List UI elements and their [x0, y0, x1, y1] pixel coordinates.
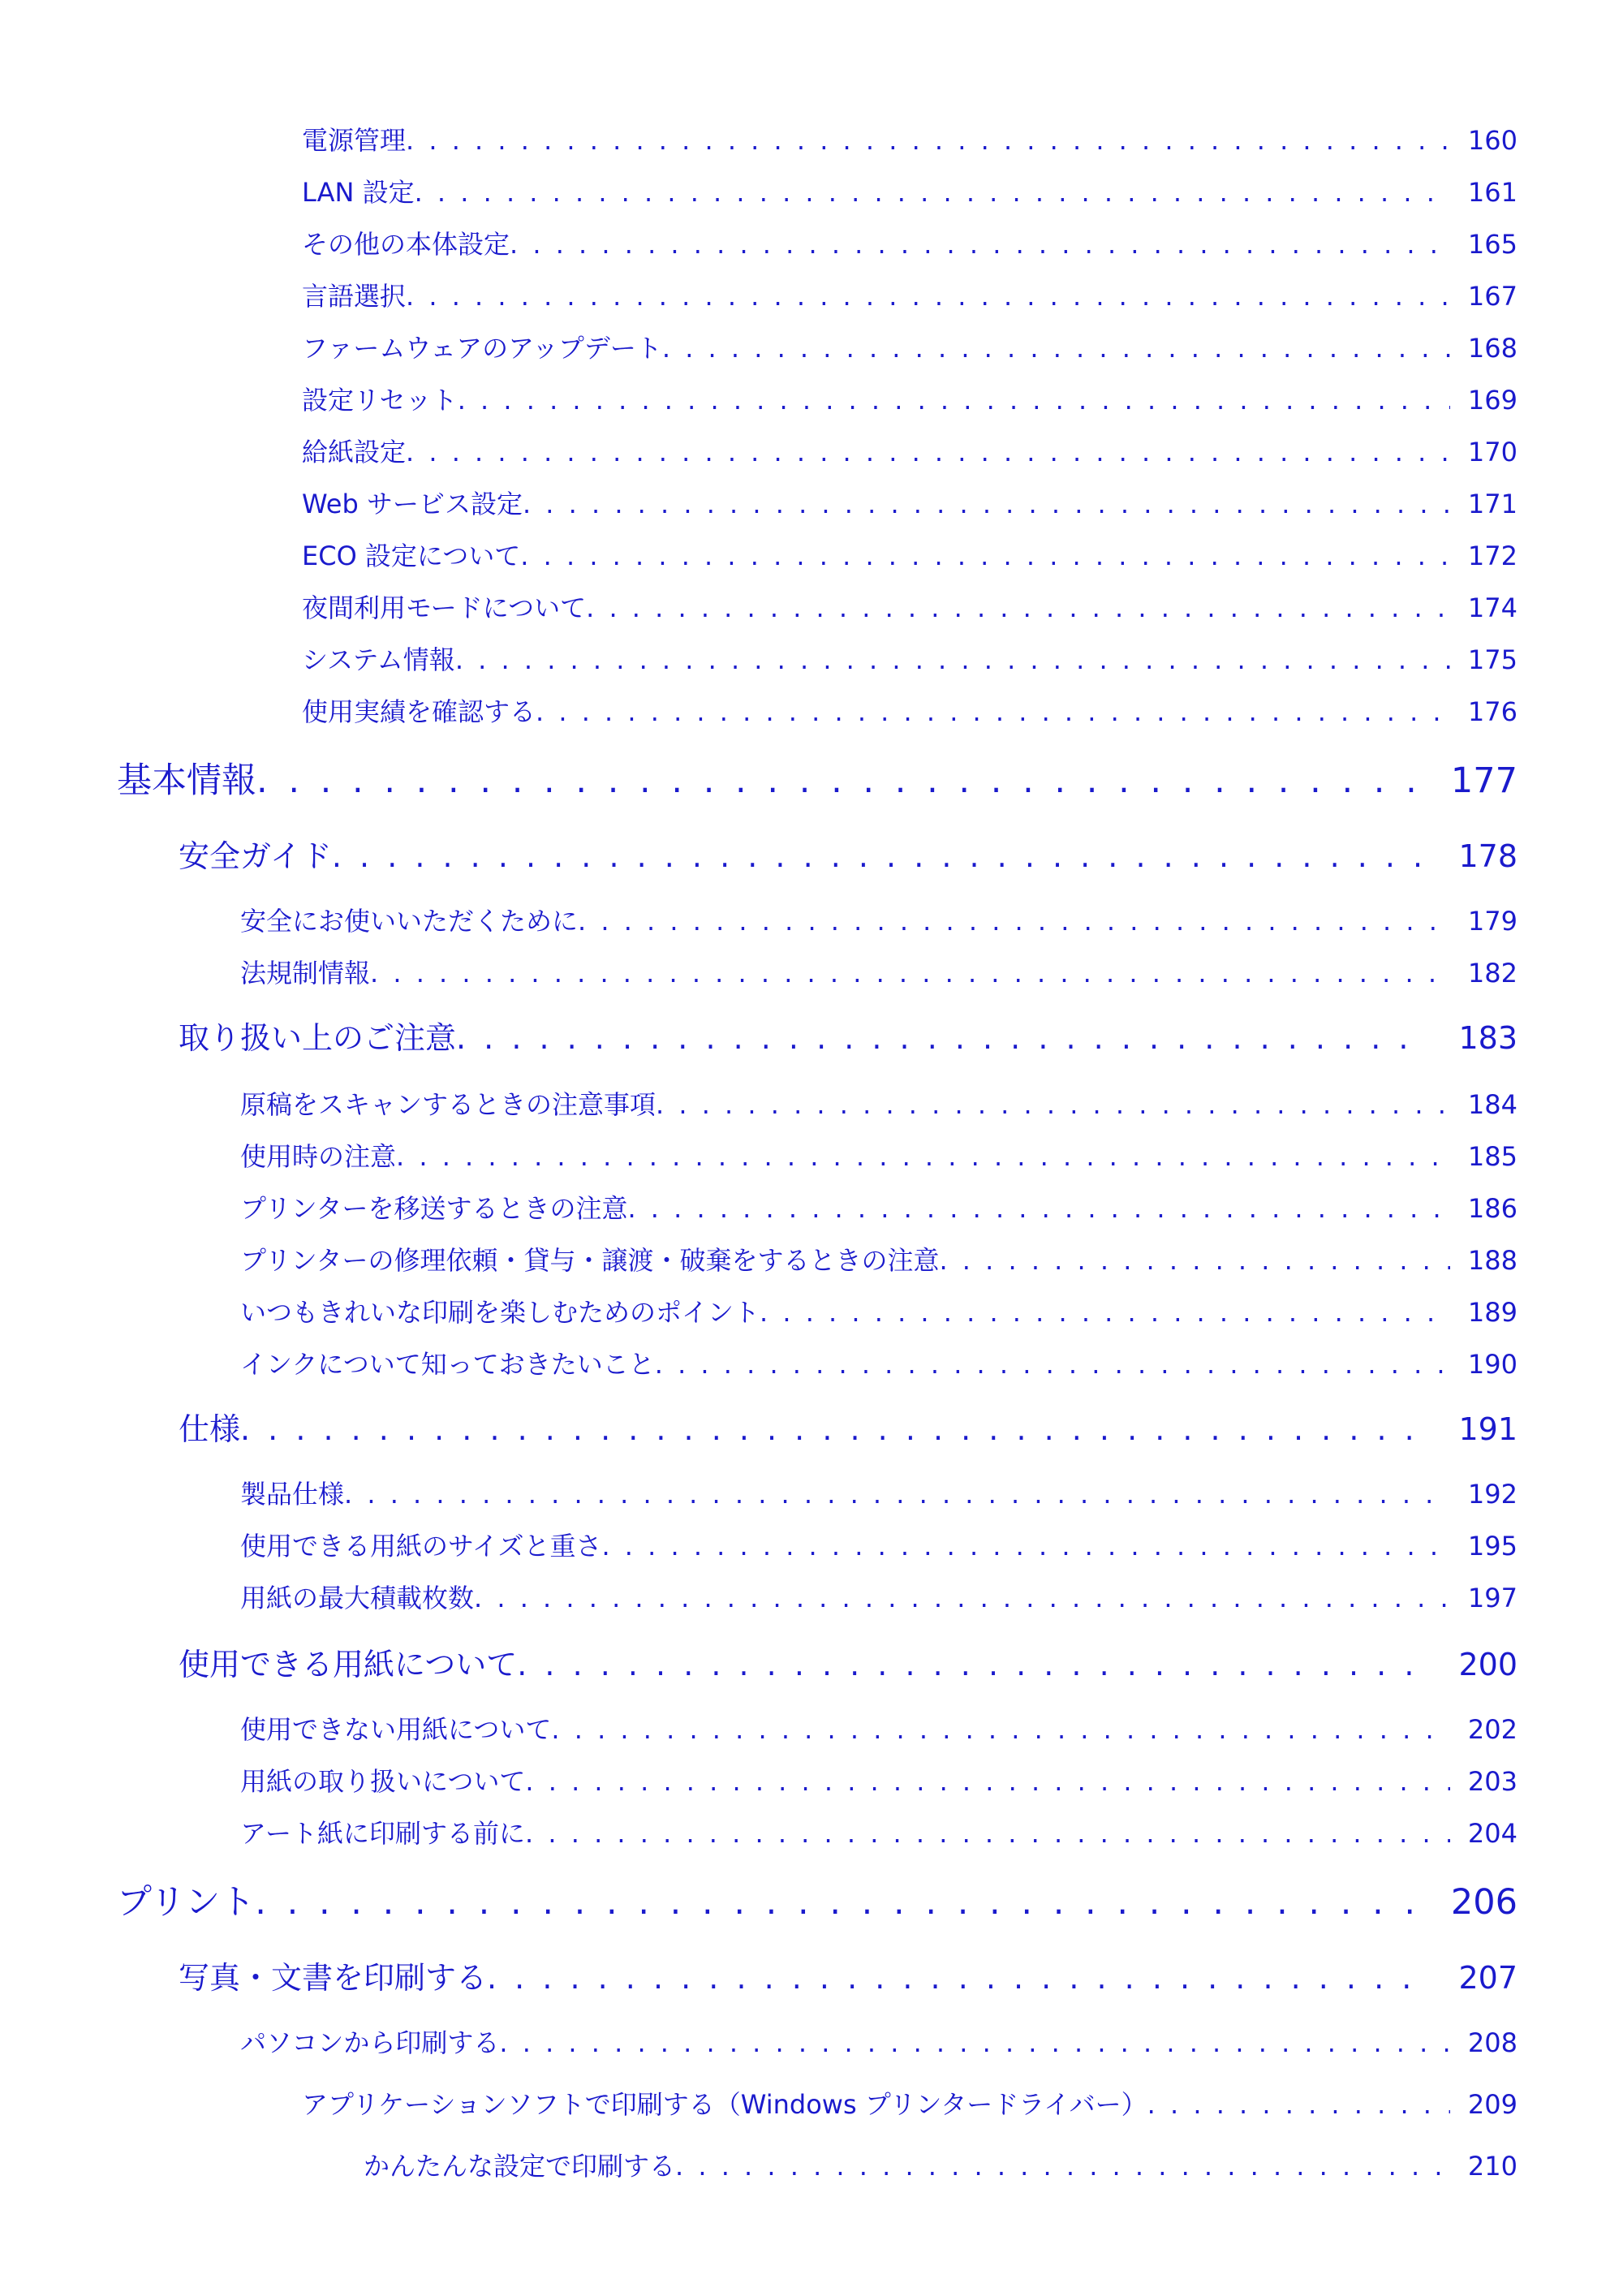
toc-entry[interactable] [179, 1404, 1518, 1449]
dot-leader [523, 489, 1450, 519]
toc-entry-page: 167 [1467, 281, 1518, 312]
dot-leader [536, 696, 1450, 727]
toc-entry-page: 170 [1467, 437, 1518, 467]
toc-entry-title: 使用できる用紙について [179, 1647, 518, 1682]
toc-entry-page: 191 [1458, 1411, 1518, 1447]
toc-entry[interactable] [240, 1709, 1518, 1747]
toc-entry-title: 写真・文書を印刷する [179, 1960, 488, 1996]
toc-entry-page: 204 [1467, 1818, 1518, 1849]
toc-entry-title: 安全にお使いいただくために [240, 906, 579, 937]
dot-leader [256, 760, 1415, 801]
toc-entry-page: 177 [1450, 760, 1518, 801]
toc-entry-page: 189 [1467, 1297, 1518, 1328]
toc-entry-title: 使用できない用紙について [240, 1714, 552, 1745]
toc-entry-page: 172 [1467, 541, 1518, 571]
dot-leader [656, 1089, 1450, 1120]
toc-entry-title: アプリケーションソフトで印刷する（Windows プリンタードライバー） [302, 2089, 1147, 2120]
toc-entry-title: 用紙の最大積載枚数 [240, 1583, 475, 1613]
toc-entry[interactable] [240, 953, 1518, 990]
toc-entry[interactable] [302, 276, 1518, 313]
toc-entry-page: 192 [1467, 1479, 1518, 1510]
dot-leader [655, 1349, 1450, 1380]
toc-entry[interactable] [179, 831, 1518, 876]
toc-entry-page: 208 [1467, 2027, 1518, 2058]
toc-entry[interactable] [240, 1292, 1518, 1329]
toc-entry-page: 207 [1458, 1960, 1518, 1996]
toc-entry-page: 209 [1467, 2089, 1518, 2120]
toc-entry-title: プリント [117, 1882, 256, 1923]
toc-entry-title: 製品仕様 [240, 1479, 345, 1510]
toc-entry-title: Web サービス設定 [302, 489, 523, 519]
toc-entry-page: 183 [1458, 1020, 1518, 1056]
dot-leader [396, 1141, 1450, 1172]
toc-entry-page: 202 [1467, 1714, 1518, 1745]
toc-entry-title: ファームウェアのアップデート [302, 333, 662, 364]
toc-entry-page: 200 [1458, 1647, 1518, 1682]
dot-leader [255, 1882, 1415, 1923]
dot-leader [456, 1020, 1429, 1056]
toc-entry[interactable] [240, 1474, 1518, 1511]
toc-entry[interactable] [240, 1240, 1518, 1277]
dot-leader [415, 177, 1450, 208]
toc-entry[interactable] [302, 536, 1518, 573]
toc-entry[interactable] [240, 901, 1518, 938]
toc-entry[interactable] [302, 328, 1518, 365]
toc-entry-title: 原稿をスキャンするときの注意事項 [240, 1089, 657, 1120]
toc-entry[interactable] [364, 2146, 1518, 2183]
toc-entry-page: 169 [1467, 385, 1518, 416]
dot-leader [525, 1818, 1450, 1849]
dot-leader [332, 838, 1430, 874]
dot-leader [939, 1245, 1449, 1276]
toc-entry-title: 言語選択 [302, 281, 407, 312]
toc-entry-page: 195 [1467, 1531, 1518, 1562]
dot-leader [406, 125, 1450, 156]
dot-leader [760, 1297, 1450, 1328]
toc-entry-page: 168 [1467, 333, 1518, 364]
toc-entry[interactable] [302, 380, 1518, 417]
dot-leader [344, 1479, 1450, 1510]
toc-entry-page: 165 [1467, 229, 1518, 260]
dot-leader [601, 1531, 1449, 1562]
toc-entry-title: プリンターを移送するときの注意 [240, 1193, 628, 1224]
toc-entry-title: 用紙の取り扱いについて [240, 1766, 526, 1797]
dot-leader [458, 385, 1450, 416]
toc-entry[interactable] [240, 1761, 1518, 1798]
toc-entry-title: 使用実績を確認する [302, 696, 536, 727]
toc-entry[interactable] [302, 691, 1518, 729]
dot-leader [370, 958, 1450, 989]
toc-entry-title: かんたんな設定で印刷する [364, 2151, 676, 2182]
toc-entry[interactable] [240, 1344, 1518, 1381]
dot-leader [1147, 2089, 1450, 2120]
dot-leader [662, 333, 1450, 364]
toc-entry-page: 174 [1467, 592, 1518, 623]
dot-leader [675, 2151, 1450, 2182]
dot-leader [510, 229, 1450, 260]
toc-entry[interactable] [117, 1875, 1518, 1924]
toc-entry[interactable] [302, 640, 1518, 677]
toc-entry-title: 法規制情報 [240, 958, 371, 989]
toc-entry-page: 203 [1467, 1766, 1518, 1797]
dot-leader [525, 1766, 1450, 1797]
dot-leader [406, 437, 1450, 467]
dot-leader [474, 1583, 1450, 1613]
toc-entry-title: 基本情報 [117, 760, 256, 801]
dot-leader [240, 1411, 1429, 1447]
toc-entry[interactable] [240, 1136, 1518, 1174]
toc-entry[interactable] [179, 1639, 1518, 1684]
toc-entry[interactable] [302, 484, 1518, 521]
toc-entry[interactable] [240, 1578, 1518, 1615]
toc-entry[interactable] [240, 1188, 1518, 1226]
toc-entry-title: アート紙に印刷する前に [240, 1818, 526, 1849]
toc-entry[interactable] [240, 2022, 1518, 2060]
toc-entry-title: 取り扱い上のご注意 [179, 1020, 457, 1056]
toc-entry-page: 185 [1467, 1141, 1518, 1172]
toc-entry-page: 184 [1467, 1089, 1518, 1120]
dot-leader [455, 644, 1450, 675]
dot-leader [586, 592, 1450, 623]
toc-entry-title: プリンターの修理依頼・貸与・譲渡・破棄をするときの注意 [240, 1245, 940, 1276]
toc-entry-page: 178 [1458, 838, 1518, 874]
toc-entry-title: LAN 設定 [302, 177, 415, 208]
toc-entry-title: 使用時の注意 [240, 1141, 397, 1172]
toc-entry-title: 夜間利用モードについて [302, 592, 587, 623]
dot-leader [627, 1193, 1449, 1224]
dot-leader [499, 2027, 1450, 2058]
dot-leader [520, 541, 1450, 571]
toc-entry-title: いつもきれいな印刷を楽しむためのポイント [240, 1297, 760, 1328]
dot-leader [578, 906, 1450, 937]
toc-entry-page: 190 [1467, 1349, 1518, 1380]
toc-entry-page: 161 [1467, 177, 1518, 208]
toc-entry-page: 160 [1467, 125, 1518, 156]
toc-entry[interactable] [240, 1813, 1518, 1850]
dot-leader [487, 1960, 1429, 1996]
toc-entry[interactable] [302, 120, 1518, 157]
toc-entry[interactable] [240, 1084, 1518, 1122]
toc-entry-title: インクについて知っておきたいこと [240, 1349, 655, 1380]
toc-entry-title: 使用できる用紙のサイズと重さ [240, 1531, 602, 1562]
toc-entry[interactable] [302, 588, 1518, 625]
toc-entry[interactable] [117, 753, 1518, 803]
toc-entry-title: 給紙設定 [302, 437, 407, 467]
toc-entry[interactable] [179, 1953, 1518, 1997]
toc-entry-title: 設定リセット [302, 385, 458, 416]
toc-entry-page: 197 [1467, 1583, 1518, 1613]
dot-leader [517, 1647, 1429, 1682]
toc-entry-page: 210 [1467, 2151, 1518, 2182]
toc-entry-title: パソコンから印刷する [240, 2027, 500, 2058]
toc-entry[interactable] [302, 432, 1518, 469]
toc-entry-title: ECO 設定について [302, 541, 521, 571]
toc-entry-title: その他の本体設定 [302, 229, 510, 260]
toc-entry-page: 182 [1467, 958, 1518, 989]
toc-entry[interactable] [179, 1013, 1518, 1058]
toc-entry[interactable] [302, 224, 1518, 261]
toc-entry-title: システム情報 [302, 644, 455, 675]
toc-entry[interactable] [302, 2084, 1518, 2122]
toc-entry-page: 175 [1467, 644, 1518, 675]
toc-entry-title: 安全ガイド [179, 838, 332, 874]
toc-entry-page: 179 [1467, 906, 1518, 937]
toc-entry-page: 176 [1467, 696, 1518, 727]
toc-entry-page: 188 [1467, 1245, 1518, 1276]
toc-entry[interactable] [240, 1526, 1518, 1563]
dot-leader [551, 1714, 1450, 1745]
toc-entry-page: 171 [1467, 489, 1518, 519]
toc-entry-title: 仕様 [179, 1411, 241, 1447]
dot-leader [406, 281, 1450, 312]
toc-entry-page: 206 [1450, 1882, 1518, 1923]
toc-entry-title: 電源管理 [302, 125, 407, 156]
toc-entry[interactable] [302, 172, 1518, 209]
toc-entry-page: 186 [1467, 1193, 1518, 1224]
